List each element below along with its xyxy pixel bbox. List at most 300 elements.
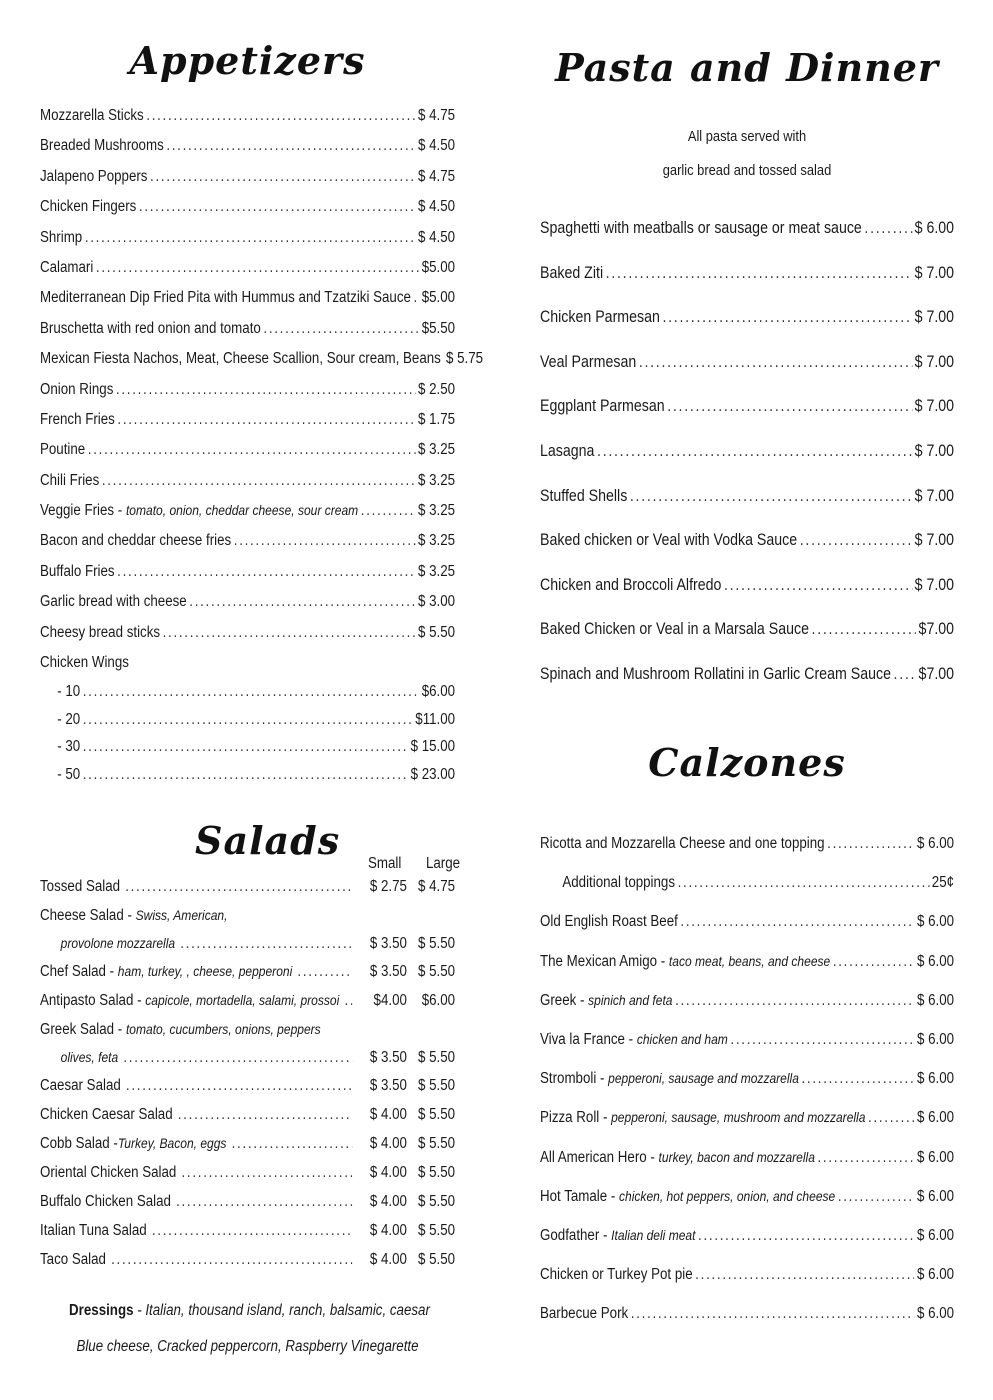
item-name [540, 1267, 693, 1283]
item-title: Baked chicken or Veal with Vodka Sauce [540, 531, 798, 550]
dot-leader [125, 878, 352, 896]
item-price: $ 4.75 [417, 167, 456, 185]
salad-title: Buffalo Chicken Salad [40, 1193, 171, 1210]
dot-leader [678, 875, 930, 891]
item-name [540, 836, 825, 852]
item-name [40, 503, 358, 519]
dot-leader [695, 1267, 914, 1283]
item-title: Additional toppings [562, 874, 676, 892]
salad-row [40, 992, 455, 1021]
item-price: $5.00 [421, 258, 456, 276]
item-title: Chicken and Broccoli Alfredo [540, 575, 722, 594]
menu-item-row [40, 199, 455, 229]
dot-leader [812, 621, 916, 638]
dot-leader [606, 265, 912, 282]
item-price: $ 6.00 [916, 1266, 955, 1284]
dot-leader [800, 532, 912, 549]
item-title: Stuffed Shells [540, 486, 628, 505]
small-price: $ 4.00 [369, 1222, 407, 1239]
item-description: Italian deli meat [611, 1226, 696, 1243]
item-name [540, 577, 721, 594]
dot-leader [176, 1193, 352, 1211]
small-price: $ 4.00 [369, 1135, 407, 1152]
menu-item-row [40, 533, 455, 563]
menu-item-row [40, 382, 455, 412]
salad-description: Swiss, American, [135, 907, 228, 923]
item-price: $ 7.00 [914, 308, 955, 327]
item-price: $ 6.00 [916, 1187, 955, 1205]
item-name [540, 220, 862, 237]
dot-leader [631, 1306, 915, 1322]
dot-leader [116, 382, 415, 398]
menu-item-row [540, 398, 954, 443]
menu-item-row [540, 954, 954, 993]
dot-leader [817, 1150, 914, 1166]
dot-leader [139, 199, 416, 215]
item-name [540, 993, 672, 1009]
item-name [57, 712, 80, 728]
menu-item-row [40, 138, 455, 168]
item-name [540, 1150, 815, 1166]
item-price: $ 7.00 [914, 575, 955, 594]
dot-leader [123, 1049, 352, 1067]
item-title: Chili Fries [40, 471, 100, 489]
item-price: $5.00 [421, 289, 456, 307]
item-title: Shrimp [40, 228, 83, 246]
item-title: Bruschetta with red onion and tomato [40, 319, 261, 337]
item-price: $ 3.25 [417, 441, 456, 459]
item-price: $ 6.00 [916, 1226, 955, 1244]
dressings-list-1: - Italian, thousand island, ranch, balsamic, caesar [133, 1302, 430, 1319]
item-name [540, 488, 627, 505]
menu-item-row [40, 350, 484, 381]
menu-item-row [540, 621, 954, 666]
item-name [540, 1032, 728, 1048]
item-price: $ 7.00 [914, 531, 955, 550]
dot-leader [234, 533, 416, 549]
item-name [540, 443, 594, 460]
item-title: Buffalo Fries [40, 562, 115, 580]
menu-item-row [540, 993, 954, 1032]
salad-name [40, 1251, 106, 1269]
salad-name-continued [40, 935, 175, 953]
appetizer-list [40, 107, 484, 794]
small-price: $ 2.75 [369, 878, 407, 895]
large-price: $ 5.50 [417, 963, 456, 980]
item-title: Lasagna [540, 441, 595, 460]
item-title: Jalapeno Poppers [40, 167, 148, 185]
item-name [540, 1110, 865, 1126]
large-label: Large [425, 855, 461, 872]
salad-description: capicole, mortadella, salami, prossoi [145, 992, 340, 1008]
item-price: $ 3.25 [417, 502, 456, 520]
item-title: - 10 [57, 683, 81, 701]
item-title: Spinach and Mushroom Rollatini in Garlic Cream Sauce [540, 664, 891, 683]
menu-item-row [40, 230, 455, 260]
small-price: $ 3.50 [369, 963, 407, 980]
menu-item-row [40, 767, 455, 795]
salad-name [40, 878, 120, 896]
item-name [540, 954, 830, 970]
salad-row [40, 1193, 455, 1222]
dot-leader [146, 108, 415, 124]
item-name [540, 1189, 835, 1205]
item-price: $ 5.75 [445, 350, 484, 368]
item-price: $ 5.50 [417, 623, 456, 641]
salad-row-continued [40, 1049, 455, 1077]
menu-item-row [540, 532, 954, 577]
item-title: Veggie Fries - [40, 502, 126, 520]
salad-row [40, 1106, 455, 1135]
item-name [40, 594, 187, 610]
item-name [40, 199, 136, 215]
menu-item-row [540, 1071, 954, 1110]
pasta-subtitle-1: All pasta served with [687, 128, 807, 145]
menu-item-row [40, 739, 455, 767]
item-title: Mozzarella Sticks [40, 107, 144, 124]
item-title: - 20 [57, 710, 81, 728]
item-name [57, 739, 80, 755]
dot-leader [639, 354, 912, 371]
dot-leader [152, 1222, 352, 1240]
menu-item-row [40, 594, 455, 624]
item-title: Baked Chicken or Veal in a Marsala Sauce [540, 620, 809, 639]
dressings-line-2: Blue cheese, Cracked peppercorn, Raspberry Vinegarette [76, 1338, 419, 1355]
item-name [540, 1071, 799, 1087]
dressings-line-1 [69, 1302, 430, 1320]
dot-leader [83, 684, 419, 700]
item-name [540, 398, 665, 415]
item-price: $6.00 [421, 683, 456, 701]
item-name [40, 108, 144, 124]
item-description: tomato, onion, cheddar cheese, sour cream [125, 502, 359, 519]
salad-name-continued [40, 1049, 118, 1067]
item-name [40, 442, 85, 458]
item-price: $ 3.25 [417, 562, 456, 580]
item-price: $ 2.50 [417, 380, 456, 398]
dot-leader [662, 309, 912, 326]
item-name [40, 138, 164, 154]
item-name [40, 382, 113, 398]
dot-leader [297, 963, 351, 981]
dot-leader [630, 488, 912, 505]
salad-title: Greek Salad - [40, 1021, 126, 1038]
item-title: Chicken Parmesan [540, 308, 660, 327]
item-price: $ 7.00 [914, 263, 955, 282]
salad-row [40, 1222, 455, 1251]
dot-leader [181, 1164, 351, 1182]
item-price: $ 6.00 [916, 1305, 955, 1323]
item-title: Stromboli - [540, 1070, 609, 1088]
small-price: $ 4.00 [369, 1251, 407, 1268]
salad-title: Tossed Salad [40, 878, 121, 895]
item-price: $ 6.00 [916, 952, 955, 970]
item-name [40, 533, 231, 549]
menu-item-row [40, 260, 455, 290]
item-price: $ 7.00 [914, 352, 955, 371]
menu-item-row [40, 321, 455, 351]
item-name [40, 230, 82, 246]
item-name [40, 412, 115, 428]
item-price: $ 3.25 [417, 532, 456, 550]
item-price: $ 1.75 [417, 410, 456, 428]
salad-row [40, 907, 455, 935]
dot-leader [85, 230, 416, 246]
item-title: Onion Rings [40, 380, 114, 398]
item-title: Greek - [540, 991, 589, 1009]
menu-item-row [40, 625, 455, 655]
menu-item-row [40, 412, 455, 442]
item-title: Mediterranean Dip Fried Pita with Hummus and Tzatziki Sauce [40, 289, 411, 307]
item-name [540, 621, 809, 638]
salad-title: Cheese Salad - [40, 907, 136, 924]
item-price: $ 6.00 [916, 1070, 955, 1088]
pasta-subtitle-2: garlic bread and tossed salad [662, 162, 832, 179]
small-price: $ 4.00 [369, 1164, 407, 1181]
salad-name [40, 907, 227, 925]
appetizers-title: Appetizers [129, 38, 366, 83]
calzone-list [540, 836, 954, 1345]
large-price: $ 4.75 [417, 878, 456, 895]
item-title: Viva la France - [540, 1030, 637, 1048]
item-title: - 30 [57, 738, 81, 756]
dot-leader [263, 321, 419, 337]
salad-name [40, 963, 292, 981]
item-name [40, 260, 93, 276]
item-title: Old English Roast Beef [540, 913, 678, 931]
small-price: $ 4.00 [369, 1106, 407, 1123]
item-title: Garlic bread with cheese [40, 593, 187, 611]
salad-title: Chef Salad - [40, 963, 118, 980]
salad-name [40, 1135, 226, 1153]
item-name [540, 666, 891, 683]
dot-leader [102, 473, 416, 489]
small-label: Small [368, 855, 402, 872]
dot-leader [180, 935, 352, 953]
item-price: $7.00 [918, 664, 955, 683]
item-price: $ 3.00 [417, 593, 456, 611]
dot-leader [597, 443, 912, 460]
item-title: Cheesy bread sticks [40, 623, 161, 641]
item-price: $5.50 [421, 319, 456, 337]
size-header [368, 855, 460, 873]
salad-row-continued [40, 935, 455, 963]
item-title: Spaghetti with meatballs or sausage or meat sauce [540, 219, 862, 237]
item-price: $ 23.00 [410, 765, 456, 783]
item-description: spinich and feta [588, 991, 673, 1008]
item-price: $ 7.00 [914, 441, 955, 460]
salad-title: Chicken Caesar Salad [40, 1106, 173, 1123]
salad-name [40, 1077, 121, 1095]
item-title: Mexican Fiesta Nachos, Meat, Cheese Scallion, Sour cream, Beans [40, 350, 441, 368]
salad-title: Cobb Salad - [40, 1135, 118, 1152]
menu-item-row [40, 684, 455, 712]
salad-description: tomato, cucumbers, onions, peppers [125, 1021, 321, 1037]
salad-name [40, 1106, 173, 1124]
dot-leader [361, 503, 416, 519]
item-title: All American Hero - [540, 1148, 659, 1166]
menu-item-row [540, 443, 954, 488]
menu-item-row [540, 265, 954, 310]
item-description: taco meat, beans, and cheese [668, 952, 831, 969]
menu-item-row [540, 875, 954, 914]
dot-leader [96, 260, 419, 276]
item-title: Baked Ziti [540, 263, 604, 282]
item-name [40, 169, 147, 185]
menu-item-row [40, 473, 455, 503]
menu-item-row [540, 309, 954, 354]
large-price: $ 5.50 [417, 1193, 456, 1210]
salad-title: Oriental Chicken Salad [40, 1164, 177, 1181]
menu-item-row [40, 169, 455, 199]
large-price: $ 5.50 [417, 1049, 456, 1066]
item-title: Ricotta and Mozzarella Cheese and one topping [540, 835, 825, 852]
menu-item-row [40, 442, 455, 472]
pasta-title: Pasta and Dinner [555, 45, 939, 90]
calzones-title: Calzones [648, 740, 846, 785]
item-title: - 50 [57, 765, 81, 783]
dot-leader [83, 712, 413, 728]
small-price: $ 3.50 [369, 935, 407, 952]
item-description: chicken and ham [636, 1030, 728, 1047]
item-name [540, 354, 636, 371]
item-name [40, 473, 99, 489]
item-name [540, 265, 603, 282]
salad-row [40, 963, 455, 992]
item-description: pepperoni, sausage, mushroom and mozzarella [611, 1109, 866, 1126]
menu-item-row [540, 1267, 954, 1306]
item-name [540, 532, 797, 549]
salad-name [40, 1193, 171, 1211]
item-price: $ 6.00 [916, 991, 955, 1009]
dot-leader [801, 1071, 914, 1087]
item-price: $11.00 [415, 710, 456, 728]
item-description: chicken, hot peppers, onion, and cheese [619, 1187, 836, 1204]
salad-title: Caesar Salad [40, 1077, 121, 1094]
item-name [40, 351, 441, 367]
large-price: $ 5.50 [417, 935, 456, 952]
dot-leader [344, 992, 351, 1010]
large-price: $ 5.50 [417, 1077, 456, 1094]
salad-title: Italian Tuna Salad [40, 1222, 147, 1239]
item-title: Hot Tamale - [540, 1187, 620, 1205]
item-price: $ 6.00 [916, 835, 955, 852]
item-name [562, 875, 675, 891]
item-price: $ 4.50 [417, 198, 456, 216]
dressings-label: Dressings [69, 1302, 134, 1319]
item-name [57, 767, 80, 783]
item-description: pepperoni, sausage and mozzarella [608, 1070, 799, 1087]
salad-description: Turkey, Bacon, eggs [117, 1135, 227, 1151]
menu-item-row [40, 290, 455, 320]
large-price: $6.00 [421, 992, 456, 1009]
dot-leader [827, 836, 914, 852]
menu-item-row [540, 666, 954, 711]
item-price: $ 6.00 [914, 219, 955, 237]
large-price: $ 5.50 [417, 1106, 456, 1123]
menu-item-row [540, 1032, 954, 1071]
item-title: Eggplant Parmesan [540, 397, 665, 416]
dot-leader [868, 1110, 914, 1126]
item-title: French Fries [40, 410, 115, 428]
dot-leader [698, 1228, 914, 1244]
item-price: $ 6.00 [916, 913, 955, 931]
dot-leader [680, 914, 914, 930]
salad-list [40, 878, 455, 1280]
salad-row [40, 1135, 455, 1164]
item-title: Barbecue Pork [540, 1305, 629, 1323]
item-price: $ 6.00 [916, 1109, 955, 1127]
menu-item-row [540, 1189, 954, 1228]
dot-leader [189, 594, 415, 610]
item-name [540, 1306, 628, 1322]
menu-item-row [540, 1306, 954, 1345]
salad-row [40, 1251, 455, 1280]
item-description: turkey, bacon and mozzarella [658, 1148, 815, 1165]
item-title: Bacon and cheddar cheese fries [40, 532, 232, 550]
salad-row [40, 1021, 455, 1049]
dot-leader [150, 169, 415, 185]
menu-item-row [540, 354, 954, 399]
dot-leader [83, 767, 408, 783]
menu-item-row [540, 836, 954, 875]
small-price: $ 3.50 [369, 1049, 407, 1066]
dot-leader [730, 1032, 914, 1048]
dot-leader [675, 993, 914, 1009]
dot-leader [178, 1106, 352, 1124]
item-name [540, 914, 678, 930]
item-price: $ 4.50 [417, 137, 456, 155]
salad-description: ham, turkey, , cheese, pepperoni [117, 963, 293, 979]
dot-leader [864, 220, 912, 237]
salad-description-continued: olives, feta [60, 1049, 119, 1065]
item-price: $ 15.00 [410, 738, 456, 756]
salad-title: Taco Salad [40, 1251, 106, 1268]
menu-item-row [540, 914, 954, 953]
dot-leader [126, 1077, 352, 1095]
dot-leader [232, 1135, 352, 1153]
dot-leader [833, 954, 915, 970]
dot-leader [724, 577, 912, 594]
item-price: $ 4.50 [417, 228, 456, 246]
dot-leader [117, 412, 415, 428]
item-title: Breaded Mushrooms [40, 137, 164, 155]
item-title: Chicken Fingers [40, 198, 137, 216]
item-price: $ 7.00 [914, 397, 955, 416]
item-name [57, 684, 80, 700]
dot-leader [894, 666, 916, 683]
item-title: The Mexican Amigo - [540, 952, 669, 970]
dot-leader [414, 290, 420, 306]
item-name [40, 564, 115, 580]
salad-name [40, 1222, 147, 1240]
salad-row [40, 878, 455, 907]
small-price: $ 4.00 [369, 1193, 407, 1210]
item-title: Godfather - [540, 1226, 612, 1244]
large-price: $ 5.50 [417, 1135, 456, 1152]
menu-item-row [540, 1228, 954, 1267]
menu-item-row [540, 1110, 954, 1149]
item-price: $ 7.00 [914, 486, 955, 505]
dot-leader [838, 1189, 915, 1205]
large-price: $ 5.50 [417, 1164, 456, 1181]
salad-row [40, 1164, 455, 1193]
large-price: $ 5.50 [417, 1251, 456, 1268]
dot-leader [667, 398, 912, 415]
small-price: $4.00 [373, 992, 407, 1009]
item-title: Calamari [40, 258, 94, 276]
wings-label: Chicken Wings [40, 654, 129, 672]
